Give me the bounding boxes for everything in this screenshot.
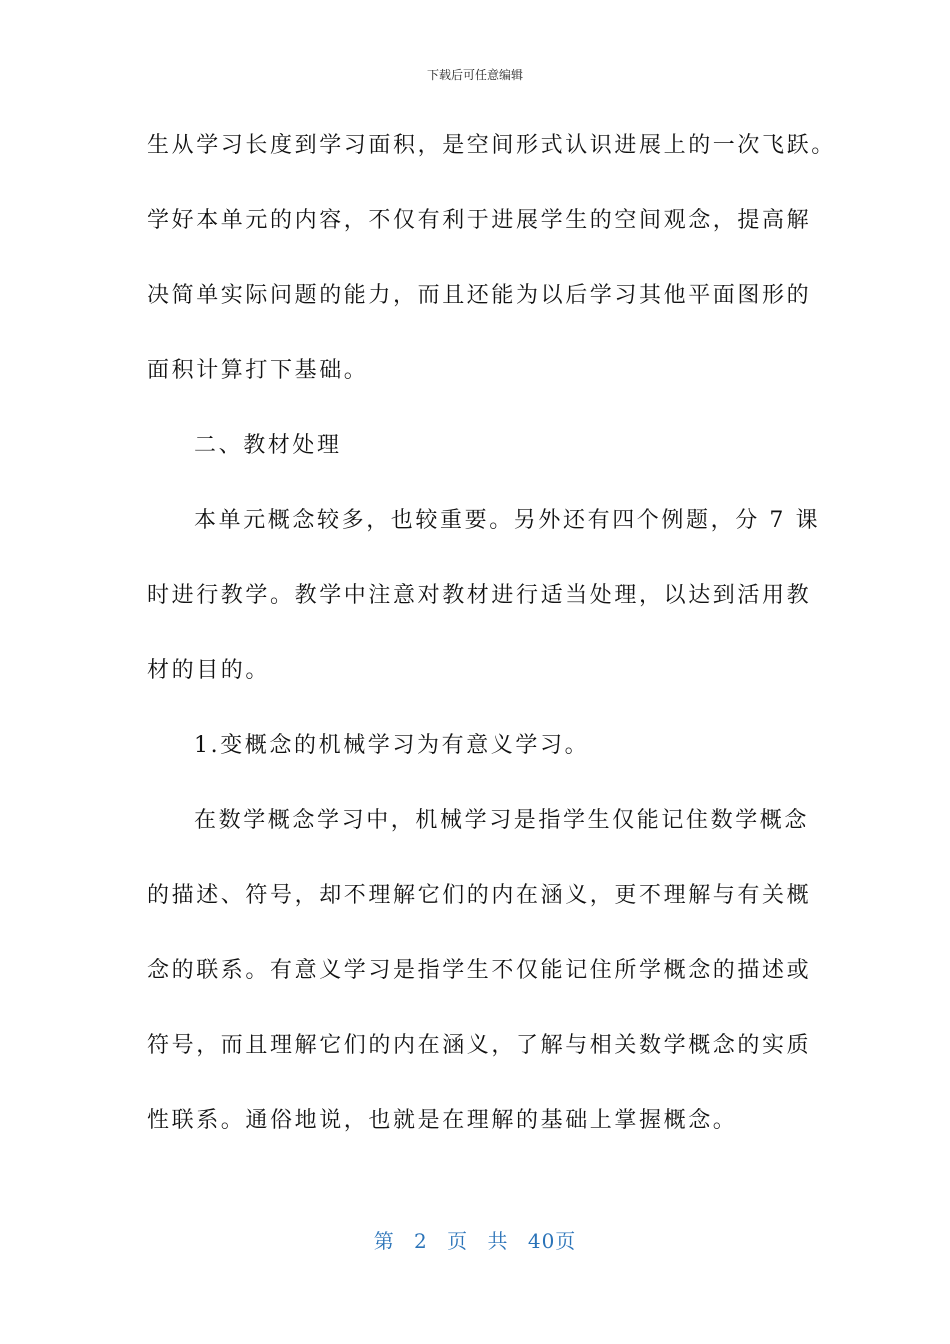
page-footer — [0, 1225, 950, 1254]
paragraph-line: 念的联系。有意义学习是指学生不仅能记住所学概念的描述或 — [147, 958, 812, 983]
paragraph-line: 材的目的。 — [147, 658, 271, 683]
section-heading: 二、教材处理 — [194, 433, 342, 458]
paragraph-line: 生从学习长度到学习面积，是空间形式认识进展上的一次飞跃。 — [147, 133, 836, 158]
page-header: 下载后可任意编辑 — [426, 68, 523, 82]
paragraph-line: 本单元概念较多，也较重要。另外还有四个例题，分 7 课 — [194, 508, 821, 533]
paragraph-line: 面积计算打下基础。 — [147, 358, 369, 383]
paragraph-line: 决简单实际问题的能力，而且还能为以后学习其他平面图形的 — [147, 283, 812, 308]
footer-total-pages: 40页 — [527, 1229, 577, 1253]
footer-label-ye: 页 — [447, 1229, 469, 1253]
paragraph-line: 在数学概念学习中，机械学习是指学生仅能记住数学概念 — [194, 808, 810, 833]
footer-page-number: 2 — [414, 1229, 428, 1253]
subsection-heading: 1.变概念的机械学习为有意义学习。 — [194, 733, 590, 758]
footer-label-gong: 共 — [487, 1229, 509, 1253]
document-body — [147, 122, 836, 1172]
paragraph-line: 的描述、符号，却不理解它们的内在涵义，更不理解与有关概 — [147, 883, 812, 908]
paragraph-line: 符号，而且理解它们的内在涵义，了解与相关数学概念的实质 — [147, 1033, 812, 1058]
footer-label-di: 第 — [373, 1229, 395, 1253]
paragraph-line: 时进行教学。教学中注意对教材进行适当处理，以达到活用教 — [147, 583, 812, 608]
paragraph-line: 学好本单元的内容，不仅有利于进展学生的空间观念，提高解 — [147, 208, 812, 233]
paragraph-line: 性联系。通俗地说，也就是在理解的基础上掌握概念。 — [147, 1108, 738, 1133]
